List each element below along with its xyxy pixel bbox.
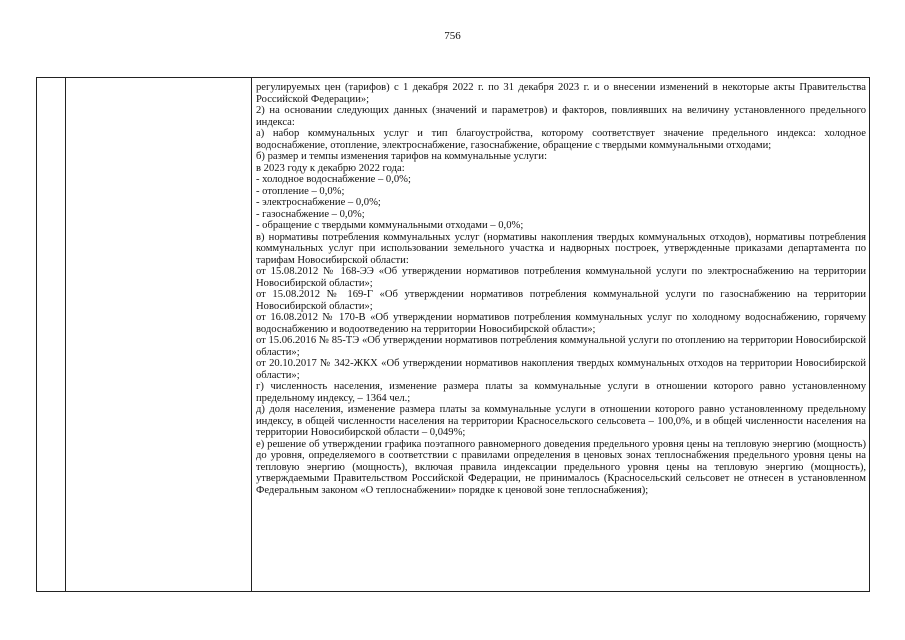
paragraph-item-2: 2) на основании следующих данных (значений и параметров) и факторов, повлиявших на величину установленного предельного индекса: (256, 105, 866, 128)
list-item-gas: - газоснабжение – 0,0%; (256, 208, 365, 220)
document-table (36, 77, 870, 592)
paragraph-item-d: д) доля населения, изменение размера платы за коммунальные услуги в отношении которого равно установленному предельному индексу, в общей численности населения на территории Красносельского сельсовета – 100,0%, и в общей численности населения на территории Новосибирской области – 0,049%; (256, 404, 866, 438)
list-item-electricity: - электроснабжение – 0,0%; (256, 197, 381, 208)
paragraph-order-342: от 20.10.2017 № 342-ЖКХ «Об утверждении нормативов накопления твердых коммунальных отходов на территории Новосибирской области»; (256, 358, 866, 381)
paragraph-year-2023: в 2023 году к декабрю 2022 года: (256, 162, 405, 174)
paragraph-order-85: от 15.06.2016 № 85-ТЭ «Об утверждении нормативов потребления коммунальной услуги по отоплению на территории Новосибирской области»; (256, 335, 866, 358)
list-item-cold-water: - холодное водоснабжение – 0,0%; (256, 174, 411, 185)
table-cell-text (256, 82, 866, 496)
column-divider-2 (251, 78, 252, 591)
paragraph-item-e: е) решение об утверждении графика поэтапного равномерного доведения предельного уровня цены на тепловую энергию (мощность) до уровня, определяемого в соответствии с правилами определения в ценовых зонах теплоснабжения предельного уровня цены на тепловую энергию (мощность), включая правила индексации предельного уровня цены на тепловую энергию (мощность), утверждаемыми Правительством Российской Федерации, не принималось (Красносельский сельсовет не отнесен в установленном Федеральным законом «О теплоснабжении» порядке к ценовой зоне теплоснабжения); (256, 438, 866, 496)
paragraph-item-g: г) численность населения, изменение размера платы за коммунальные услуги в отношении которого равно установленному предельному индексу, – 1364 чел.; (256, 381, 866, 404)
paragraph-order-168: от 15.08.2012 № 168-ЭЭ «Об утверждении нормативов потребления коммунальной услуги по электроснабжению на территории Новосибирской области»; (256, 266, 866, 289)
paragraph-item-b: б) размер и темпы изменения тарифов на коммунальные услуги: (256, 151, 548, 162)
paragraph-order-170: от 16.08.2012 № 170-В «Об утверждении нормативов потребления коммунальных услуг по холодному водоснабжению, горячему водоснабжению и водоотведению на территории Новосибирской области»; (256, 312, 866, 335)
paragraph-prices-decree: регулируемых цен (тарифов) с 1 декабря 2022 г. по 31 декабря 2023 г. и о внесении изменений в некоторые акты Правительства Российской Федерации»; (256, 82, 866, 105)
list-item-heating: - отопление – 0,0%; (256, 185, 345, 197)
paragraph-order-169: от 15.08.2012 № 169-Г «Об утверждении нормативов потребления коммунальной услуги по газоснабжению на территории Новосибирской области»; (256, 289, 866, 312)
paragraph-item-a: а) набор коммунальных услуг и тип благоустройства, которому соответствует значение предельного индекса: холодное водоснабжение, отопление, электроснабжение, газоснабжение, обращение с твердыми коммунальными отходами; (256, 128, 866, 151)
list-item-waste: - обращение с твердыми коммунальными отходами – 0,0%; (256, 220, 524, 231)
column-divider-1 (65, 78, 66, 591)
paragraph-item-v: в) нормативы потребления коммунальных услуг (нормативы накопления твердых коммунальных отходов), нормативы потребления коммунальных услуг при использовании земельного участка и надворных построек, утвержденные приказами департамента по тарифам Новосибирской области: (256, 231, 866, 266)
page-number: 756 (444, 30, 461, 42)
